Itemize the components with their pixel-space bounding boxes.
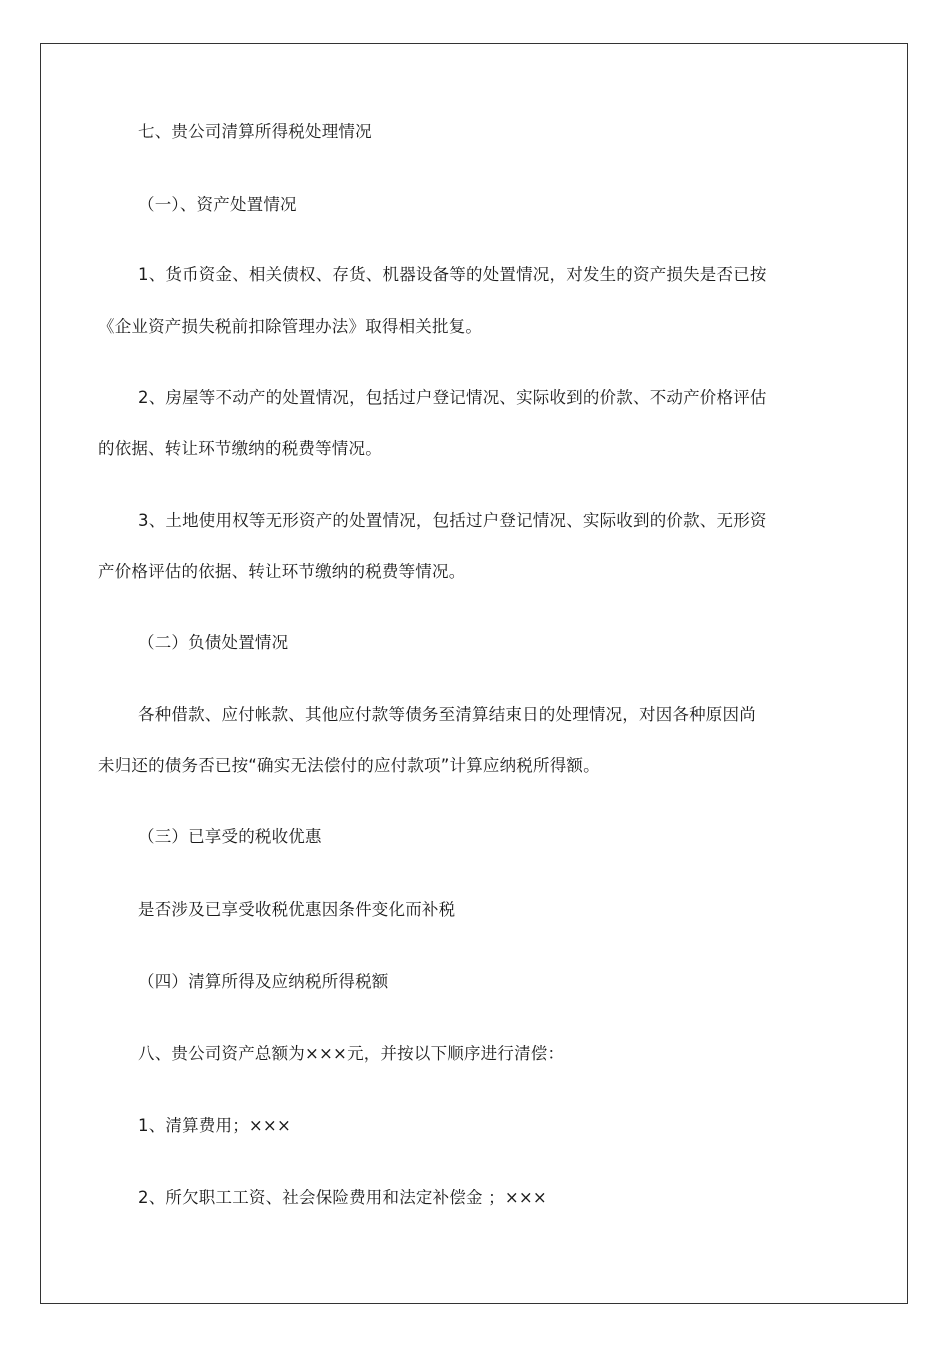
paragraph-2-line-2: 的依据、转让环节缴纳的税费等情况。 [98,439,382,458]
paragraph-4-line-1: 各种借款、应付帐款、其他应付款等债务至清算结束日的处理情况，对因各种原因尚 [138,705,756,724]
subheading-liability-disposal: （二）负债处置情况 [138,633,289,652]
subheading-tax-incentives: （三）已享受的税收优惠 [138,827,322,846]
list-item-2: 2、所欠职工工资、社会保险费用和法定补偿金 ；××× [138,1188,547,1207]
paragraph-5: 是否涉及已享受收税优惠因条件变化而补税 [138,900,456,919]
paragraph-2-line-1: 2、房屋等不动产的处置情况，包括过户登记情况、实际收到的价款、不动产价格评估 [138,388,767,407]
paragraph-1-line-2: 《企业资产损失税前扣除管理办法》取得相关批复。 [98,317,483,336]
paragraph-3-line-2: 产价格评估的依据、转让环节缴纳的税费等情况。 [98,562,466,581]
heading-section-7: 七、贵公司清算所得税处理情况 [138,122,372,141]
list-item-1: 1、清算费用；××× [138,1116,291,1135]
paragraph-1-line-1: 1、货币资金、相关债权、存货、机器设备等的处置情况，对发生的资产损失是否已按 [138,265,767,284]
paragraph-4-line-2: 未归还的债务否已按“确实无法偿付的应付款项”计算应纳税所得额。 [98,756,600,775]
page-frame [40,43,908,1304]
paragraph-3-line-1: 3、土地使用权等无形资产的处置情况，包括过户登记情况、实际收到的价款、无形资 [138,511,767,530]
subheading-asset-disposal: （一）、资产处置情况 [138,195,297,214]
heading-section-8: 八、贵公司资产总额为×××元，并按以下顺序进行清偿： [138,1044,565,1063]
subheading-liquidation-income: （四）清算所得及应纳税所得税额 [138,972,389,991]
